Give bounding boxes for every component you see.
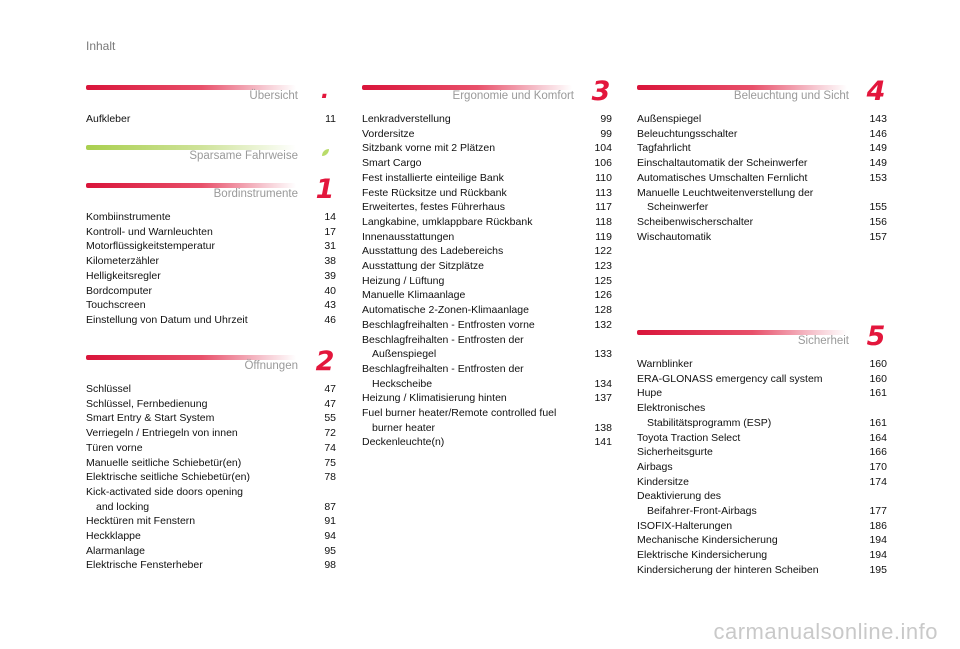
toc-entry[interactable]	[362, 288, 612, 303]
toc-entry-title	[637, 489, 757, 518]
toc-entry-title	[362, 318, 535, 333]
toc-entry-title-line: Mechanische Kindersicherung	[637, 534, 778, 547]
toc-entry-title	[637, 519, 732, 534]
toc-entry-page: 133	[594, 348, 612, 361]
section-header-uebersicht	[86, 80, 336, 104]
section-title: Bordinstrumente	[213, 188, 298, 200]
toc-entry-title	[637, 112, 701, 127]
toc-entry-page: 47	[324, 397, 336, 410]
toc-entry-title	[362, 186, 507, 201]
toc-entry-page: 118	[595, 215, 612, 228]
toc-entry-page: 137	[594, 392, 612, 405]
toc-entry-page: 166	[869, 446, 887, 459]
toc-entry-title	[86, 485, 243, 514]
toc-entry-title	[637, 548, 767, 563]
toc-entry-title-line: Helligkeitsregler	[86, 269, 161, 282]
section-number: .	[320, 79, 330, 104]
toc-entry-page: 14	[324, 211, 336, 223]
toc-entry-page: 95	[324, 544, 336, 557]
column-left-sparsam	[86, 140, 336, 164]
toc-entry-page: 119	[595, 230, 612, 243]
toc-entry-title	[86, 254, 159, 269]
toc-entry[interactable]	[86, 441, 336, 456]
toc-entry[interactable]	[86, 210, 336, 225]
toc-entry-title-line: Beschlagfreihalten - Entfrosten vorne	[362, 318, 535, 331]
toc-entry-page: 134	[594, 377, 612, 390]
section-header-beleuchtung	[637, 76, 887, 107]
toc-entry-title	[362, 333, 524, 362]
toc-entry-title	[637, 230, 711, 245]
toc-entry[interactable]	[86, 269, 336, 284]
toc-entry-title-line: Elektrische seitliche Schiebetür(en)	[86, 471, 250, 484]
toc-entry-title-line: Kombiinstrumente	[86, 211, 171, 223]
section-title: Sparsame Fahrweise	[189, 150, 298, 162]
section-header-ergonomie	[362, 76, 612, 107]
toc-entry-page: 113	[595, 186, 612, 199]
toc-entry-page: 87	[324, 500, 336, 513]
toc-entry-page: 99	[600, 113, 612, 125]
column-left	[86, 80, 336, 127]
toc-entry[interactable]	[362, 259, 612, 274]
toc-entry[interactable]	[362, 244, 612, 259]
toc-entry-title-line: Deckenleuchte(n)	[362, 436, 445, 449]
toc-entry-page: 46	[324, 313, 336, 326]
toc-entry[interactable]	[86, 514, 336, 529]
toc-entry-title-line: Deaktivierung des	[637, 490, 722, 503]
toc-entry-title-line: Alarmanlage	[86, 544, 145, 557]
toc-entry-page: 174	[869, 475, 887, 488]
toc-entry-page: 149	[869, 142, 887, 155]
toc-entry-title-line: Heizung / Lüftung	[362, 274, 445, 287]
toc-entry-title	[637, 357, 693, 372]
toc-entry-page: 110	[595, 171, 612, 184]
toc-entry-title	[637, 475, 689, 490]
toc-entry-page: 195	[869, 563, 887, 576]
toc-entry-title	[86, 210, 171, 225]
toc-entry-title-line: Aufkleber	[86, 113, 131, 125]
toc-entry[interactable]	[637, 519, 887, 534]
toc-entry-page: 123	[594, 260, 612, 273]
toc-entry-title-line: Verriegeln / Entriegeln von innen	[86, 427, 238, 440]
toc-entry-title	[362, 215, 532, 230]
toc-entry[interactable]	[86, 313, 336, 328]
toc-entry-page: 164	[869, 431, 887, 444]
toc-entry[interactable]	[362, 318, 612, 333]
toc-entry-title-line: Sicherheitsgurte	[637, 446, 713, 459]
toc-entry-page: 94	[324, 530, 336, 543]
toc-entry[interactable]	[86, 411, 336, 426]
section-title: Sicherheit	[797, 335, 849, 347]
toc-entry-title	[86, 514, 195, 529]
toc-entry[interactable]	[86, 254, 336, 269]
toc-list	[362, 112, 612, 450]
toc-entry-title	[637, 141, 691, 156]
toc-entry-title	[637, 215, 753, 230]
toc-entry[interactable]	[637, 445, 887, 460]
toc-entry-page: 55	[324, 412, 336, 425]
toc-entry[interactable]	[637, 489, 887, 518]
toc-entry-title-line: Kick-activated side doors opening	[86, 485, 244, 498]
toc-entry-title	[86, 225, 213, 240]
toc-entry[interactable]	[86, 284, 336, 299]
section-number: 1	[315, 174, 335, 205]
toc-entry[interactable]	[362, 303, 612, 318]
toc-entry-page: 186	[869, 519, 887, 532]
toc-entry-title-line: Lenkradverstellung	[362, 113, 451, 125]
toc-entry-title	[637, 533, 778, 548]
toc-entry-title-line: Außenspiegel	[637, 113, 702, 125]
toc-entry[interactable]	[86, 298, 336, 313]
toc-entry-title-line: Airbags	[637, 460, 673, 473]
section-title: Ergonomie und Komfort	[452, 90, 574, 102]
toc-entry-title-line: Beschlagfreihalten - Entfrosten der	[362, 333, 524, 346]
toc-entry[interactable]	[362, 274, 612, 289]
section-number: 5	[866, 321, 886, 352]
toc-entry[interactable]	[86, 112, 336, 127]
toc-entry-title	[362, 391, 507, 406]
section-title: Übersicht	[249, 90, 298, 102]
toc-entry-title-continuation: Heckscheibe	[372, 377, 433, 390]
toc-entry-title	[362, 141, 495, 156]
toc-entry-title	[86, 544, 145, 559]
toc-entry-title	[637, 171, 807, 186]
section-title: Öffnungen	[244, 360, 298, 372]
toc-entry-title-continuation: and locking	[96, 500, 150, 513]
toc-entry-title	[86, 298, 146, 313]
toc-entry-title	[362, 171, 504, 186]
toc-entry-title-line: Heckklappe	[86, 530, 141, 543]
toc-list	[637, 357, 887, 578]
column-middle	[362, 76, 612, 450]
toc-entry[interactable]	[362, 186, 612, 201]
toc-entry-title	[362, 127, 415, 142]
toc-entry-title-line: Einstellung von Datum und Uhrzeit	[86, 313, 248, 326]
toc-entry[interactable]	[637, 431, 887, 446]
toc-entry-title	[362, 303, 529, 318]
toc-entry-title	[362, 288, 465, 303]
toc-entry[interactable]	[362, 156, 612, 171]
toc-entry-page: 40	[324, 284, 336, 297]
toc-entry-page: 160	[869, 358, 887, 370]
toc-entry[interactable]	[637, 533, 887, 548]
toc-entry-page: 125	[594, 274, 612, 287]
toc-entry-title-continuation: Scheinwerfer	[647, 201, 709, 214]
toc-entry[interactable]	[637, 460, 887, 475]
toc-entry-page: 161	[869, 387, 887, 400]
toc-entry-title-line: Schlüssel	[86, 383, 131, 395]
toc-entry-title-line: Warnblinker	[637, 358, 693, 370]
page-label: Inhalt	[86, 39, 116, 53]
toc-entry-page: 38	[324, 255, 336, 268]
section-number: 4	[866, 76, 886, 107]
toc-entry-page: 91	[324, 515, 336, 528]
toc-entry-page: 170	[869, 460, 887, 473]
watermark: carmanualsonline.info	[713, 619, 938, 644]
toc-entry-title-line: Automatische 2-Zonen-Klimaanlage	[362, 304, 529, 317]
toc-entry[interactable]	[637, 357, 887, 372]
toc-entry-page: 43	[324, 299, 336, 312]
toc-entry[interactable]	[637, 372, 887, 387]
toc-entry[interactable]	[86, 558, 336, 573]
toc-entry[interactable]	[86, 382, 336, 397]
section-header-sicherheit	[637, 321, 887, 352]
toc-list	[86, 210, 336, 328]
toc-entry[interactable]	[637, 563, 887, 578]
toc-entry[interactable]	[362, 435, 612, 450]
toc-entry[interactable]	[86, 544, 336, 559]
toc-entry-title	[637, 445, 713, 460]
toc-entry-title-line: Elektrische Fensterheber	[86, 559, 203, 572]
toc-entry-title-line: Elektronisches	[637, 402, 706, 415]
toc-entry-page: 149	[869, 157, 887, 170]
toc-entry-page: 75	[324, 456, 336, 469]
toc-entry-title-line: Innenausstattungen	[362, 230, 455, 243]
toc-entry[interactable]	[86, 426, 336, 441]
toc-entry-title-line: Manuelle seitliche Schiebetür(en)	[86, 456, 242, 469]
toc-entry-title	[637, 431, 740, 446]
toc-entry-page: 74	[324, 441, 336, 454]
toc-entry-title	[637, 186, 813, 215]
toc-entry-title-line: Sitzbank vorne mit 2 Plätzen	[362, 142, 496, 155]
toc-entry-page: 31	[324, 240, 336, 253]
toc-entry[interactable]	[637, 215, 887, 230]
toc-entry[interactable]	[86, 397, 336, 412]
toc-entry-page: 128	[594, 304, 612, 317]
toc-entry[interactable]	[637, 475, 887, 490]
column-left-oeffnungen	[86, 346, 336, 573]
toc-entry[interactable]	[362, 362, 612, 391]
toc-entry[interactable]	[362, 112, 612, 127]
toc-entry[interactable]	[362, 215, 612, 230]
toc-entry-title-line: Smart Entry & Start System	[86, 412, 215, 425]
section-number: 2	[315, 346, 335, 377]
toc-entry-title-line: Feste Rücksitze und Rückbank	[362, 186, 507, 199]
toc-entry-page: 17	[324, 225, 336, 238]
toc-entry-page: 39	[324, 269, 336, 282]
toc-entry-page: 11	[325, 113, 336, 125]
toc-entry-title	[362, 112, 451, 127]
toc-entry[interactable]	[86, 470, 336, 485]
toc-entry-title	[86, 239, 215, 254]
toc-entry[interactable]	[637, 230, 887, 245]
toc-entry-title	[86, 382, 131, 397]
toc-entry-title-line: Einschaltautomatik der Scheinwerfer	[637, 157, 808, 170]
toc-entry-title-line: Tagfahrlicht	[637, 142, 691, 155]
toc-entry-title	[362, 200, 505, 215]
toc-entry[interactable]	[86, 225, 336, 240]
toc-entry-title	[86, 558, 203, 573]
toc-entry-title-line: Ausstattung der Sitzplätze	[362, 260, 484, 273]
toc-entry-title-line: Bordcomputer	[86, 284, 152, 297]
section-header-sparsam	[86, 140, 336, 164]
section-header-oeffnungen	[86, 346, 336, 377]
toc-entry-title-line: Kindersitze	[637, 475, 689, 488]
toc-entry[interactable]	[362, 230, 612, 245]
toc-entry-title	[637, 386, 662, 401]
toc-entry-title	[86, 313, 248, 328]
toc-entry[interactable]	[362, 200, 612, 215]
toc-entry-title	[637, 127, 737, 142]
toc-entry-title-line: Kontroll- und Warnleuchten	[86, 225, 213, 238]
toc-entry-title-line: Vordersitze	[362, 127, 415, 140]
toc-entry-page: 98	[324, 559, 336, 572]
toc-entry-title-line: ISOFIX-Halterungen	[637, 519, 733, 532]
toc-entry-title-line: Elektrische Kindersicherung	[637, 549, 768, 562]
toc-entry[interactable]	[362, 127, 612, 142]
column-right	[637, 76, 887, 244]
toc-entry-page: 161	[869, 416, 887, 429]
toc-entry[interactable]	[637, 156, 887, 171]
toc-entry-title-line: Toyota Traction Select	[637, 431, 741, 444]
toc-entry[interactable]	[637, 141, 887, 156]
toc-entry-title-continuation: Stabilitätsprogramm (ESP)	[647, 416, 772, 429]
toc-entry-title-line: Beleuchtungsschalter	[637, 127, 738, 140]
toc-entry-title	[362, 362, 524, 391]
toc-entry-title-line: Manuelle Klimaanlage	[362, 289, 466, 302]
toc-entry-title-line: Motorflüssigkeitstemperatur	[86, 240, 215, 253]
toc-entry-title-line: Fuel burner heater/Remote controlled fuel	[362, 407, 557, 420]
toc-entry-title-line: Automatisches Umschalten Fernlicht	[637, 171, 808, 184]
section-number: 3	[591, 76, 611, 107]
toc-entry-page: 160	[869, 372, 887, 385]
toc-entry-page: 156	[869, 215, 887, 228]
toc-entry-title-line: ERA-GLONASS emergency call system	[637, 372, 823, 385]
toc-entry-title	[637, 401, 771, 430]
toc-entry-page: 78	[324, 471, 336, 484]
toc-entry[interactable]	[637, 127, 887, 142]
toc-entry-page: 146	[869, 127, 887, 140]
toc-entry-page: 47	[324, 383, 336, 395]
leaf-icon	[320, 148, 330, 158]
toc-list	[637, 112, 887, 244]
toc-entry[interactable]	[86, 239, 336, 254]
section-header-bordinstrumente	[86, 174, 336, 205]
toc-entry[interactable]	[362, 391, 612, 406]
toc-entry-title	[362, 230, 454, 245]
toc-entry-title	[86, 284, 152, 299]
toc-entry-title-line: Hecktüren mit Fenstern	[86, 515, 196, 528]
toc-entry-title-line: Smart Cargo	[362, 157, 422, 170]
toc-entry-title	[637, 563, 819, 578]
toc-entry-page: 106	[594, 157, 612, 170]
toc-entry-title	[362, 274, 444, 289]
section-title: Beleuchtung und Sicht	[733, 90, 849, 102]
toc-entry-title	[362, 259, 484, 274]
toc-entry-title-continuation: burner heater	[372, 421, 436, 434]
toc-entry-title-line: Kilometerzähler	[86, 255, 159, 268]
toc-entry[interactable]	[637, 186, 887, 215]
toc-entry-page: 177	[869, 505, 887, 518]
toc-entry[interactable]	[362, 171, 612, 186]
toc-entry-title	[86, 112, 130, 127]
toc-entry-page: 72	[324, 427, 336, 440]
toc-entry-title-line: Erweitertes, festes Führerhaus	[362, 201, 505, 214]
toc-entry-title-continuation: Außenspiegel	[372, 348, 437, 361]
toc-entry-title	[637, 156, 807, 171]
toc-entry-page: 126	[594, 289, 612, 302]
toc-entry-title-line: Türen vorne	[86, 441, 143, 454]
toc-entry-title-line: Manuelle Leuchtweitenverstellung der	[637, 186, 814, 199]
toc-entry[interactable]	[637, 548, 887, 563]
toc-entry-title	[86, 529, 141, 544]
toc-entry-title	[86, 397, 207, 412]
toc-entry[interactable]	[86, 456, 336, 471]
toc-entry[interactable]	[637, 171, 887, 186]
toc-entry-page: 122	[594, 245, 612, 258]
toc-entry-title-line: Ausstattung des Ladebereichs	[362, 245, 504, 258]
toc-entry-title-line: Hupe	[637, 387, 663, 400]
toc-entry-title-line: Wischautomatik	[637, 230, 712, 243]
toc-entry-title	[86, 456, 241, 471]
toc-entry-title	[637, 372, 823, 387]
toc-entry-title-line: Touchscreen	[86, 299, 146, 312]
toc-entry-title	[362, 156, 422, 171]
toc-entry-page: 157	[869, 230, 887, 243]
toc-entry-title-line: Beschlagfreihalten - Entfrosten der	[362, 362, 524, 375]
toc-entry-title-line: Heizung / Klimatisierung hinten	[362, 392, 507, 405]
toc-entry-page: 194	[869, 534, 887, 547]
toc-entry-title-continuation: Beifahrer-Front-Airbags	[647, 505, 757, 518]
toc-entry-title-line: Scheibenwischerschalter	[637, 215, 754, 228]
toc-entry-title-line: Langkabine, umklappbare Rückbank	[362, 215, 533, 228]
column-left-bord	[86, 174, 336, 328]
toc-entry-page: 99	[600, 127, 612, 140]
toc-entry[interactable]	[362, 333, 612, 362]
toc-entry-page: 194	[869, 549, 887, 562]
toc-entry-page: 141	[594, 436, 612, 449]
toc-entry-title	[362, 435, 444, 450]
toc-entry-page: 132	[594, 318, 612, 331]
column-right-sicherheit	[637, 321, 887, 578]
toc-entry-title	[86, 269, 161, 284]
toc-entry-page: 143	[869, 113, 887, 125]
toc-entry-title	[362, 244, 503, 259]
toc-entry-title-line: Schlüssel, Fernbedienung	[86, 397, 208, 410]
toc-entry[interactable]	[86, 529, 336, 544]
toc-entry-title	[86, 470, 250, 485]
toc-entry[interactable]	[362, 141, 612, 156]
toc-entry-title-line: Fest installierte einteilige Bank	[362, 171, 504, 184]
toc-entry[interactable]	[637, 401, 887, 430]
toc-entry[interactable]	[362, 406, 612, 435]
toc-entry-title	[637, 460, 673, 475]
toc-list	[86, 382, 336, 573]
toc-entry-title-line: Kindersicherung der hinteren Scheiben	[637, 563, 819, 576]
toc-entry[interactable]	[86, 485, 336, 514]
toc-entry-title	[86, 441, 143, 456]
toc-entry-title	[362, 406, 556, 435]
toc-entry-title	[86, 426, 238, 441]
toc-entry-page: 104	[594, 142, 612, 155]
toc-entry-page: 117	[595, 201, 612, 214]
toc-entry[interactable]	[637, 112, 887, 127]
toc-list	[86, 112, 336, 127]
toc-entry-page: 153	[869, 171, 887, 184]
toc-entry-title	[86, 411, 214, 426]
toc-entry-page: 155	[869, 201, 887, 214]
toc-entry-page: 138	[594, 421, 612, 434]
toc-entry[interactable]	[637, 386, 887, 401]
